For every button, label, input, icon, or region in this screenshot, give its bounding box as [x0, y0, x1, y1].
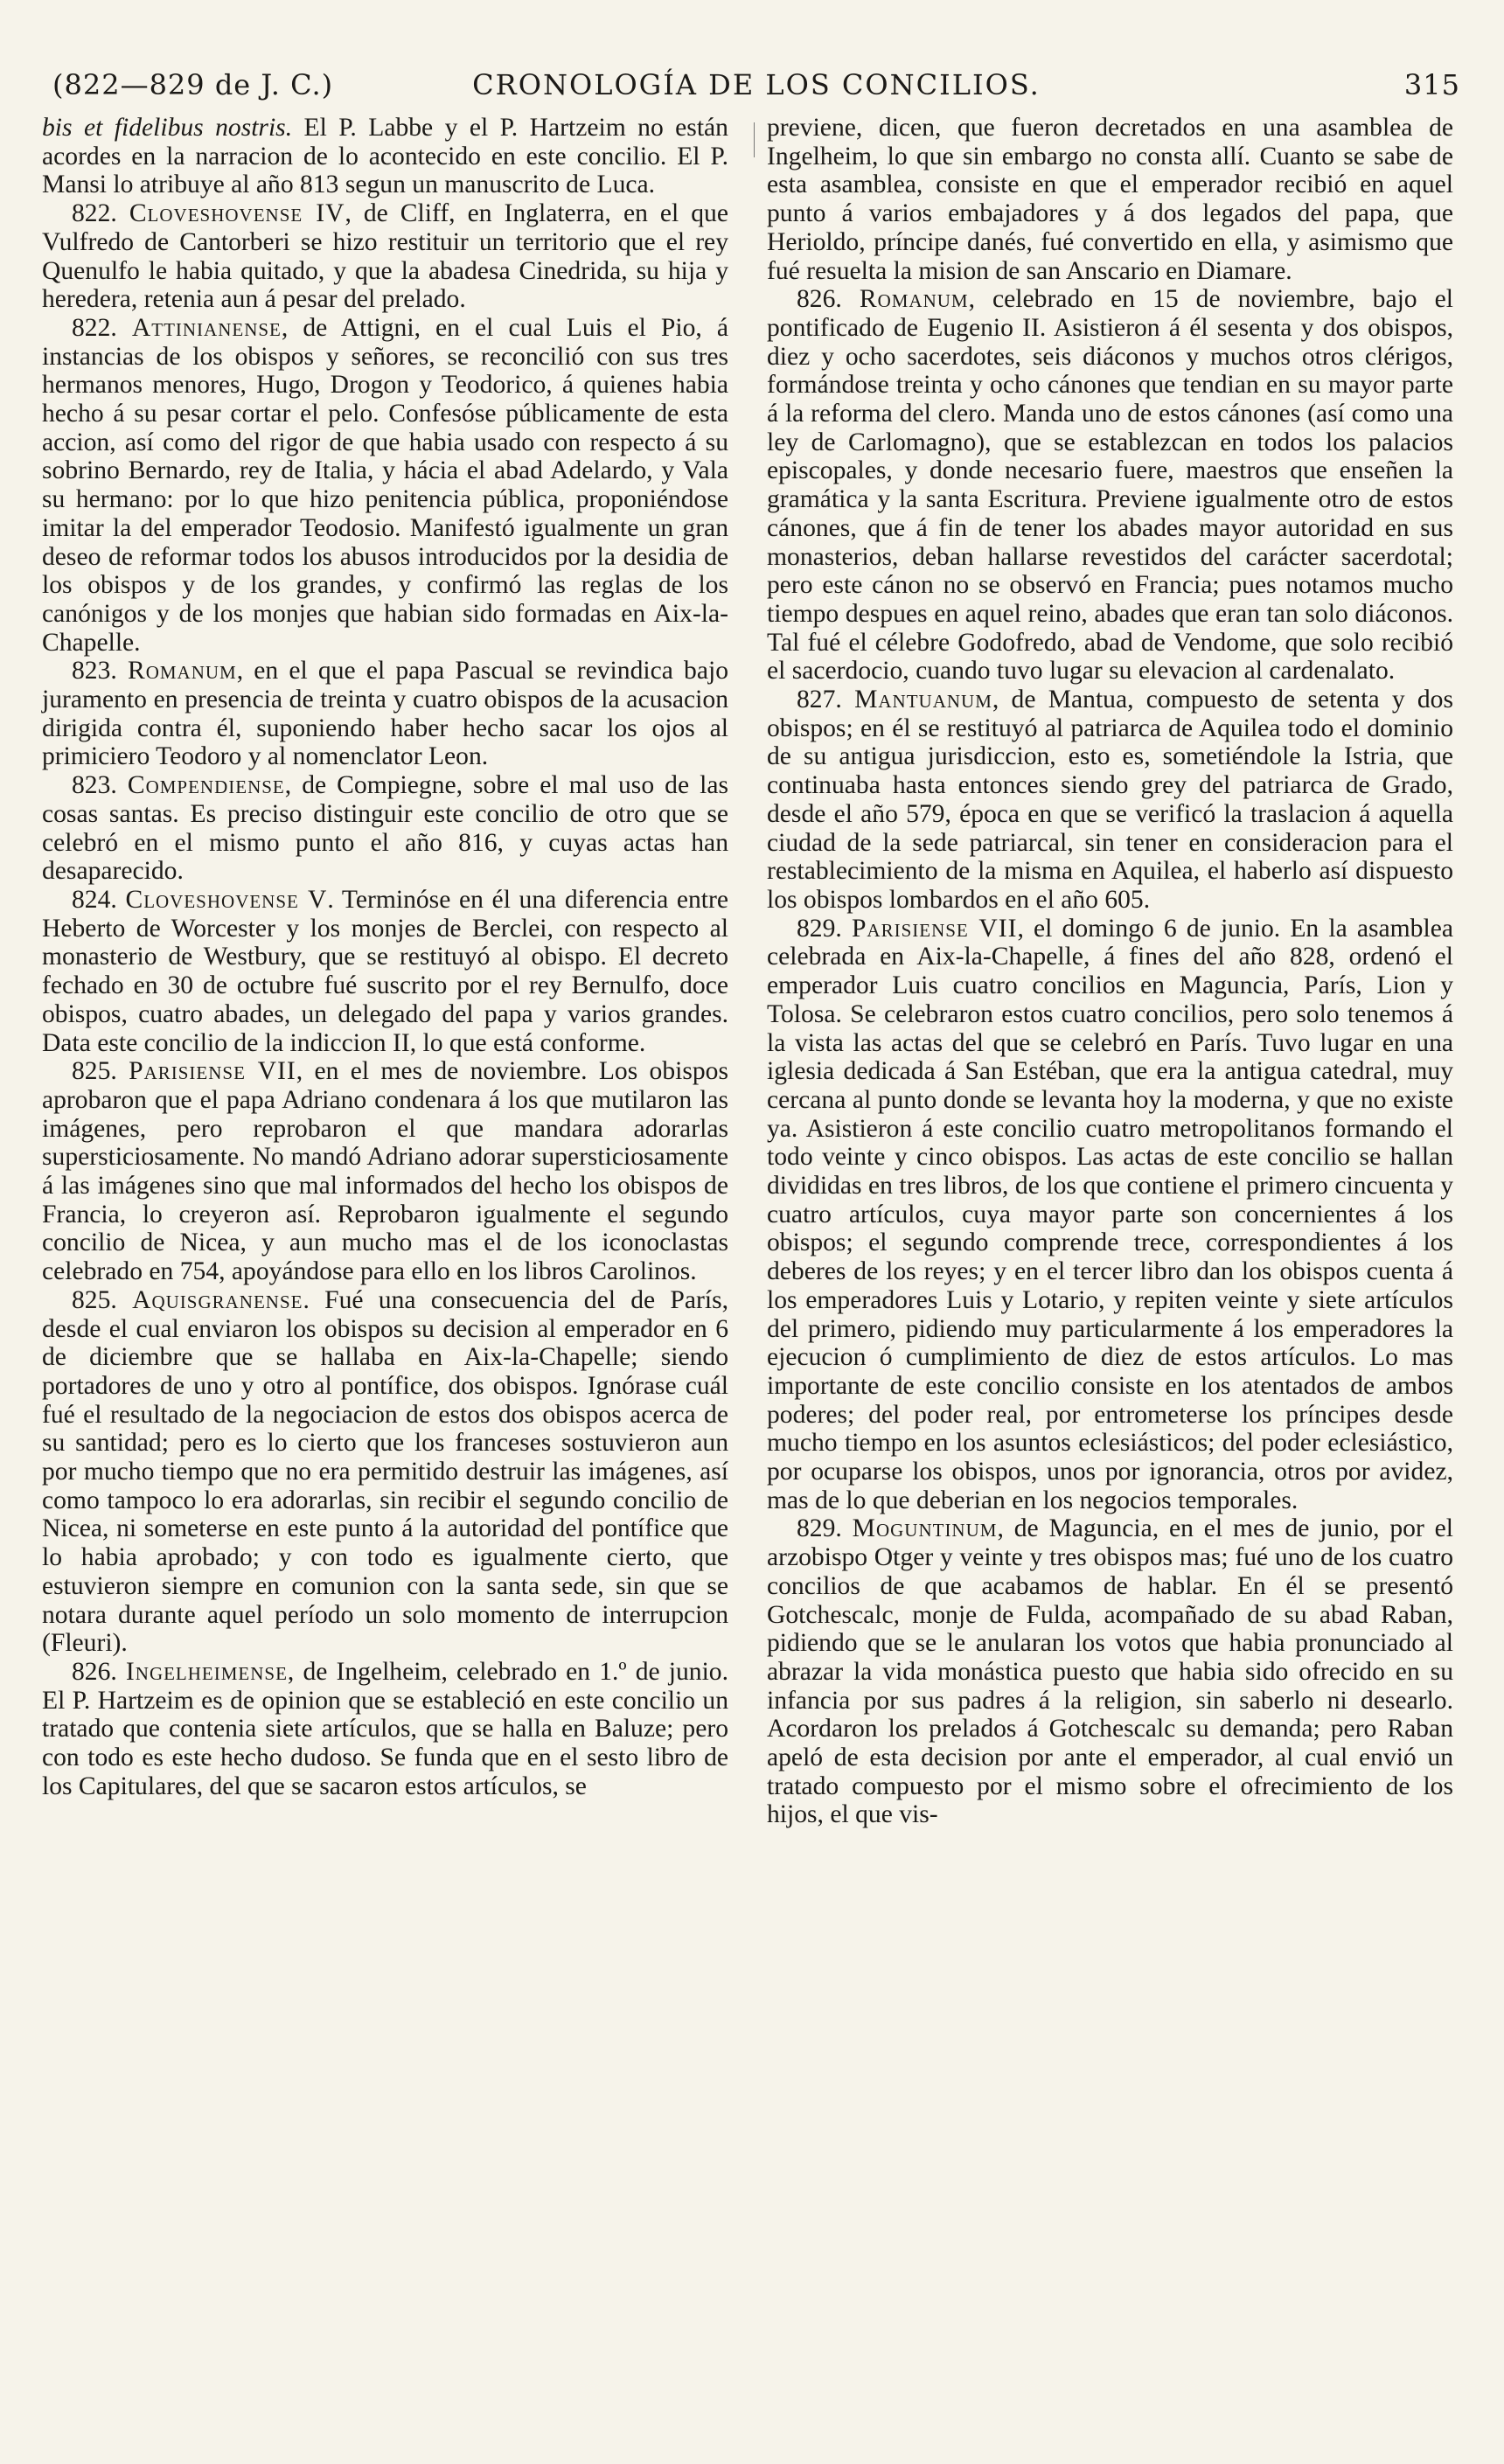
council-name: Romanum — [127, 657, 237, 686]
right-column — [767, 114, 1453, 1829]
entry-number: 829. — [797, 1514, 842, 1543]
entry-text: , de Mantua, compuesto de setenta y dos obispos; en él se restituyó al patriarca de Aquilea todo el dominio de su antigua jurisdiccion, esto es, sometiéndole la Istria, que continuaba hasta entonces siendo grey del patriarca de Grado, desde el año 579, época en que se verificó la traslacion á aquella ciudad de la sede patriarcal, sin tener en consideracion para el restablecimiento de la misma en Aquilea, el haberlo así dispuesto los obispos lombardos en el año 605. — [767, 686, 1453, 914]
entry-text: , celebrado en 15 de noviembre, bajo el pontificado de Eugenio II. Asistieron á él sesenta y dos obispos, diez y ocho sacerdotes, seis diáconos y muchos otros clérigos, formándose treinta y ocho cánones que tendian en su mayor parte á la reforma del clero. Manda uno de estos cánones (así como una ley de Carlomagno), que se establezcan en todos los palacios episcopales, y donde necesario fuere, maestros que enseñen la gramática y la santa Escritura. Previene igualmente otro de estos cánones, que á fin de tener los abades mayor autoridad en sus monasterios, deban hallarse revestidos del carácter sacerdotal; pero este cánon no se observó en Francia; pues notamos mucho tiempo despues en aquel reino, abades que eran tan solo diáconos. Tal fué el célebre Godofredo, abad de Vendome, que solo recibió el sacerdocio, cuando tuvo lugar su elevacion al cardenalato. — [767, 285, 1453, 686]
entry-text: , en el que el papa Pascual se revindica bajo juramento en presencia de treinta y cuatro obispos de la acusacion dirigida contra él, suponiendo haber hecho sacar los ojos al primiciero Teodoro y al nomenclator Leon. — [42, 657, 728, 771]
entry-text: , de Maguncia, en el mes de junio, por el arzobispo Otger y veinte y tres obispos mas; fué uno de los cuatro concilios de que acabamos de hablar. En él se presentó Gotchescalc, monje de Fulda, acompañado de su abad Raban, pidiendo que se le anularan los votos que habia pronunciado al abrazar la vida monástica puesto que habia sido ofrecido en su infancia por sus padres á la religion, sin saberlo ni desearlo. Acordaron los prelados á Gotchescalc su demanda; pero Raban apeló de esta decision por ante el emperador, al cual envió un tratado compuesto por el mismo sobre el ofrecimiento de los hijos, el que vis- — [767, 1514, 1453, 1829]
entry-number: 825. — [72, 1285, 117, 1314]
entry-text: . Terminóse en él una diferencia entre Heberto de Worcester y los monjes de Berclei, con respecto al monasterio de Westbury, que se restituyó al obispo. El decreto fechado en 30 de octubre fué suscrito por el rey Bernulfo, doce obispos, cuatro abades, un delegado del papa y varios grandes. Data este concilio de la indiccion II, lo que está conforme. — [42, 885, 729, 1057]
entry-paragraph — [767, 915, 1453, 1515]
entry-paragraph — [42, 199, 728, 314]
council-name: Ingelheimense — [125, 1657, 288, 1686]
entry-number: 826. — [797, 285, 842, 314]
header-title: CRONOLOGÍA DE LOS CONCILIOS. — [472, 68, 1041, 101]
entry-paragraph — [767, 285, 1453, 686]
entry-paragraph — [42, 657, 728, 771]
council-name: Cloveshovense IV — [129, 199, 345, 228]
entry-number: 824. — [72, 885, 117, 914]
entry-text: , de Attigni, en el cual Luis el Pio, á instancias de los obispos y señores, se reconcilió con sus tres hermanos menores, Hugo, Drogon y Teodorico, á quienes habia hecho á su pesar cortar el pelo. Confesóse públicamente de esta accion, así como del rigor de que habia usado con respecto á su sobrino Bernardo, rey de Italia, y hácia el abad Adelardo, y Vala su hermano: por lo que hizo penitencia pública, proponiéndose imitar la del emperador Teodosio. Manifestó igualmente un gran deseo de reformar todos los abusos introducidos por la desidia de los obispos y de los grandes, y confirmó las reglas de los canónigos y de los monjes que habian sido formadas en Aix-la-Chapelle. — [42, 313, 728, 657]
page-number: 315 — [1403, 68, 1460, 101]
entry-paragraph — [42, 1658, 728, 1801]
council-name: Parisiense VII — [851, 914, 1018, 943]
entry-text: , de Ingelheim, celebrado en 1.º de junio. El P. Hartzeim es de opinion que se estableció en este concilio un tratado que contenia siete artículos, que se halla en Baluze; pero con todo es este hecho dudoso. Se funda que en el sesto libro de los Capitulares, del que se sacaron estos artículos, se — [42, 1657, 728, 1800]
entry-text: , de Cliff, en Inglaterra, en el que Vulfredo de Cantorberi se hizo restituir un territorio que el rey Quenulfo le habia quitado, y que la abadesa Cinedrida, su hija y heredera, retenia aun á pesar del prelado. — [42, 199, 728, 314]
entry-text: . Fué una consecuencia del de París, desde el cual enviaron los obispos su decision al emperador en 6 de diciembre que se hallaba en Aix-la-Chapelle; siendo portadores de uno y otro al pontífice, dos obispos. Ignórase cuál fué el resultado de la negociacion de estos dos obispos acerca de su santidad; pero es lo cierto que los franceses sostuvieron aun por mucho tiempo que no era permitido destruir las imágenes, así como tampoco lo era adorarlas, sin recibir el segundo concilio de Nicea, ni someterse en este punto á la autoridad del pontífice que lo habia aprobado; y con todo es igualmente cierto, que estuvieron siempre en comunion con la santa sede, sin que se notara durante aquel período un solo momento de interrupcion (Fleuri). — [42, 1285, 728, 1658]
continuation-text: previene, dicen, que fueron decretados en una asamblea de Ingelheim, lo que sin embargo no consta allí. Cuanto se sabe de esta asamblea, consiste en que el emperador recibió en aquel punto á varios embajadores y á dos legados del papa, que Herioldo, príncipe danés, fué convertido en ella, y asimismo que fué resuelta la mision de san Anscario en Diamare. — [767, 114, 1453, 285]
entry-paragraph — [42, 1057, 728, 1286]
left-column — [42, 114, 728, 1800]
entry-paragraph — [42, 314, 728, 657]
entry-paragraph — [42, 1286, 728, 1658]
entry-paragraph — [767, 686, 1453, 915]
continuation-italic: bis et fidelibus nostris. — [42, 114, 293, 142]
council-name: Cloveshovense V — [125, 885, 328, 914]
entry-text: , de Compiegne, sobre el mal uso de las cosas santas. Es preciso distinguir este concilio de otro que se celebró en el mismo punto el año 816, y cuyas actas han desaparecido. — [42, 771, 728, 886]
entry-paragraph — [767, 1514, 1453, 1829]
continuation-paragraph — [767, 114, 1453, 285]
entry-paragraph — [42, 886, 728, 1057]
entry-number: 829. — [797, 914, 842, 943]
entry-number: 823. — [72, 771, 117, 800]
entry-number: 826. — [72, 1657, 117, 1686]
entry-number: 823. — [72, 657, 117, 686]
council-name: Attinianense — [131, 313, 282, 342]
entry-text: , en el mes de noviembre. Los obispos aprobaron que el papa Adriano condenara á los que mutilaron las imágenes, pero reprobaron el que mandara adorarlas supersticiosamente. No mandó Adriano adorar supersticiosamente á las imágenes sino que mal informados del hecho los obispos de Francia, lo creyeron así. Reprobaron igualmente el segundo concilio de Nicea, y aun mucho mas el de los iconoclastas celebrado en 754, apoyándose para ello en los libros Carolinos. — [42, 1057, 728, 1286]
page-header — [52, 68, 1460, 108]
entry-number: 822. — [72, 199, 117, 228]
council-name: Parisiense VII — [129, 1057, 296, 1086]
entry-number: 825. — [72, 1057, 117, 1086]
entry-number: 822. — [72, 313, 117, 342]
continuation-text: El P. Labbe y el P. Hartzeim no están acordes en la narracion de lo acontecido en este concilio. El P. Mansi lo atribuye al año 813 segun un manuscrito de Luca. — [42, 114, 728, 199]
council-name: Compendiense — [127, 771, 285, 800]
entry-paragraph — [42, 771, 728, 886]
header-date-range: (822—829 de J. C.) — [52, 68, 334, 101]
entry-number: 827. — [797, 686, 842, 714]
entry-text: , el domingo 6 de junio. En la asamblea celebrada en Aix-la-Chapelle, á fines del año 828, ordenó el emperador Luis cuatro concilios en Maguncia, París, Lion y Tolosa. Se celebraron estos cuatro concilios, pero solo tenemos á la vista las actas del que se celebró en París. Tuvo lugar en una iglesia dedicada á San Estéban, que era la antigua catedral, muy cercana al punto donde se levanta hoy la moderna, y que no existe ya. Asistieron á este concilio cuatro metropolitanos formando el todo veinte y cinco obispos. Las actas de este concilio se hallan divididas en tres libros, de los que contiene el primero cincuenta y cuatro artículos, cuya mayor parte son concernientes á los obispos; el segundo comprende trece, correspondientes á los deberes de los reyes; y en el tercer libro dan los obispos cuenta á los emperadores Luis y Lotario, y repiten veinte y siete artículos del primero, pidiendo muy particularmente á los emperadores la ejecucion ó cumplimiento de diez de estos artículos. Lo mas importante de este concilio consiste en los atentados de ambos poderes; del poder real, por entrometerse los príncipes desde mucho tiempo en los asuntos eclesiásticos; del poder eclesiástico, por ocuparse los obispos, unos por ignorancia, otros por avidez, mas de lo que deberian en los negocios temporales. — [767, 914, 1453, 1514]
council-name: Romanum — [859, 285, 969, 314]
continuation-paragraph — [42, 114, 728, 199]
council-name: Aquisgranense — [132, 1285, 303, 1314]
council-name: Mantuanum — [854, 686, 992, 714]
council-name: Moguntinum — [852, 1514, 998, 1543]
column-divider — [754, 122, 755, 157]
